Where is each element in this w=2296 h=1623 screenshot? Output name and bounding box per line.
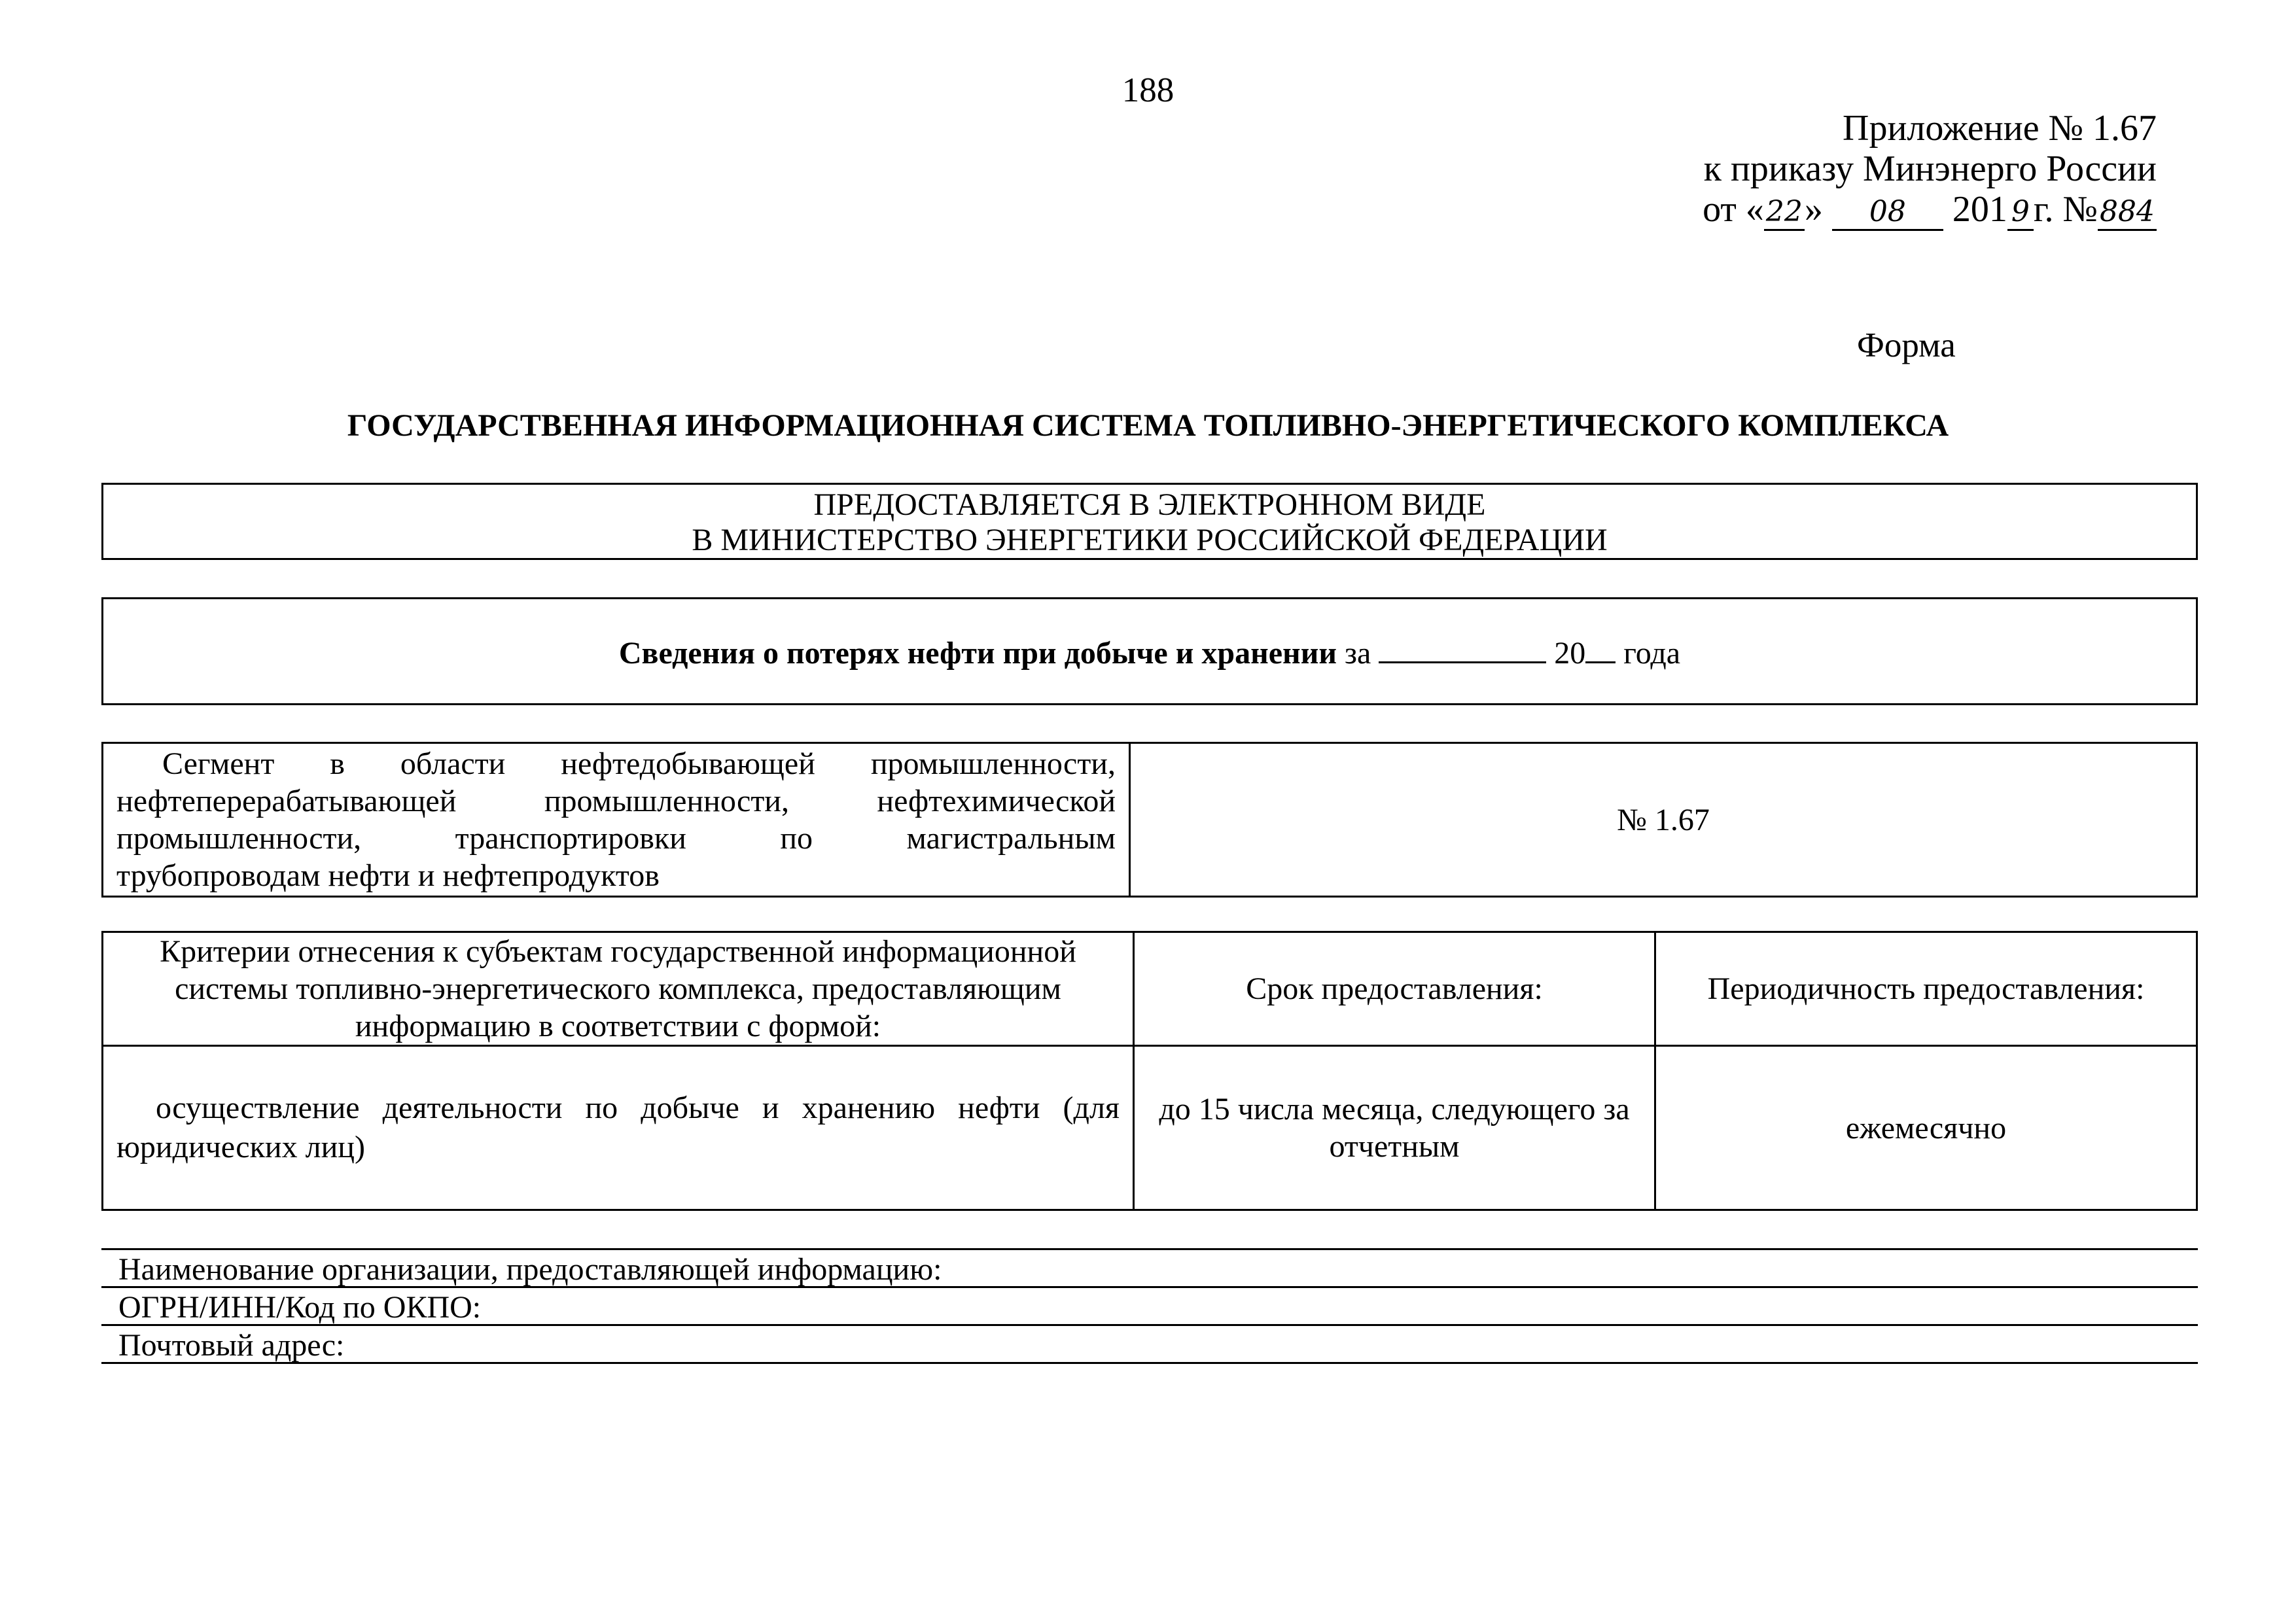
segment-table: [101, 742, 2198, 898]
date-prefix: от «: [1703, 189, 1764, 230]
handwritten-month: 08: [1832, 195, 1943, 231]
report-period-prefix: за: [1345, 636, 1371, 671]
report-year-prefix: 20: [1554, 636, 1586, 671]
form-label: Форма: [1857, 326, 1956, 364]
criteria-data-row: [103, 1046, 2197, 1210]
segment-line-3: промышленности, транспортировки по магистральным: [116, 821, 1116, 856]
periodicity-cell: ежемесячно: [1655, 1046, 2197, 1210]
criteria-cell: [103, 1046, 1134, 1210]
appendix-date-line: [1703, 189, 2157, 231]
deadline-header: Срок предоставления:: [1134, 932, 1655, 1046]
organization-fields: [101, 1248, 2198, 1364]
report-period-blank[interactable]: [1379, 633, 1546, 663]
segment-description: [103, 743, 1130, 897]
date-year-suffix: г. №: [2033, 189, 2098, 230]
criteria-header-row: [103, 932, 2197, 1046]
handwritten-order-number: 884: [2098, 195, 2157, 231]
date-day-close: »: [1804, 189, 1823, 230]
segment-line-2: нефтеперерабатывающей промышленности, нефтехимической: [116, 784, 1116, 818]
report-year-suffix: года: [1623, 636, 1681, 671]
segment-line-4: трубопроводам нефти и нефтепродуктов: [116, 858, 660, 893]
report-title-box: [101, 597, 2198, 705]
handwritten-year-digit: 9: [2007, 195, 2034, 231]
electronic-line-1: ПРЕДОСТАВЛЯЕТСЯ В ЭЛЕКТРОННОМ ВИДЕ: [813, 487, 1486, 522]
postal-address-field[interactable]: Почтовый адрес:: [101, 1324, 2198, 1364]
report-title: Сведения о потерях нефти при добыче и хранении: [618, 636, 1337, 671]
periodicity-header: Периодичность предоставления:: [1655, 932, 2197, 1046]
report-year-blank[interactable]: [1585, 633, 1616, 663]
handwritten-day: 22: [1764, 195, 1805, 231]
segment-line-1: Сегмент в области нефтедобывающей промышленности,: [162, 746, 1116, 781]
main-title: ГОСУДАРСТВЕННАЯ ИНФОРМАЦИОННАЯ СИСТЕМА ТОПЛИВНО-ЭНЕРГЕТИЧЕСКОГО КОМПЛЕКСА: [347, 408, 1949, 443]
criteria-header: Критерии отнесения к субъектам государственной информационной системы топливно-энергетического комплекса, предоставляющим информацию в соответствии с формой:: [103, 932, 1134, 1046]
electronic-line-2: В МИНИСТЕРСТВО ЭНЕРГЕТИКИ РОССИЙСКОЙ ФЕДЕРАЦИИ: [692, 523, 1608, 557]
appendix-block: [1703, 108, 2157, 231]
org-ids-field[interactable]: ОГРН/ИНН/Код по ОКПО:: [101, 1286, 2198, 1324]
appendix-title: Приложение № 1.67: [1843, 108, 2157, 148]
appendix-order-ref: к приказу Минэнерго России: [1703, 148, 2157, 189]
deadline-cell: до 15 числа месяца, следующего за отчетным: [1134, 1046, 1655, 1210]
criteria-line-2: юридических лиц): [116, 1130, 365, 1164]
electronic-submission-box: [101, 483, 2198, 560]
criteria-line-1: осуществление деятельности по добыче и хранению нефти (для: [156, 1091, 1120, 1125]
date-year-prefix: 201: [1952, 189, 2007, 230]
org-name-field[interactable]: Наименование организации, предоставляющей информацию:: [101, 1248, 2198, 1286]
page-number: 188: [1122, 71, 1174, 109]
criteria-table: [101, 931, 2198, 1211]
form-number: № 1.67: [1130, 743, 2197, 897]
